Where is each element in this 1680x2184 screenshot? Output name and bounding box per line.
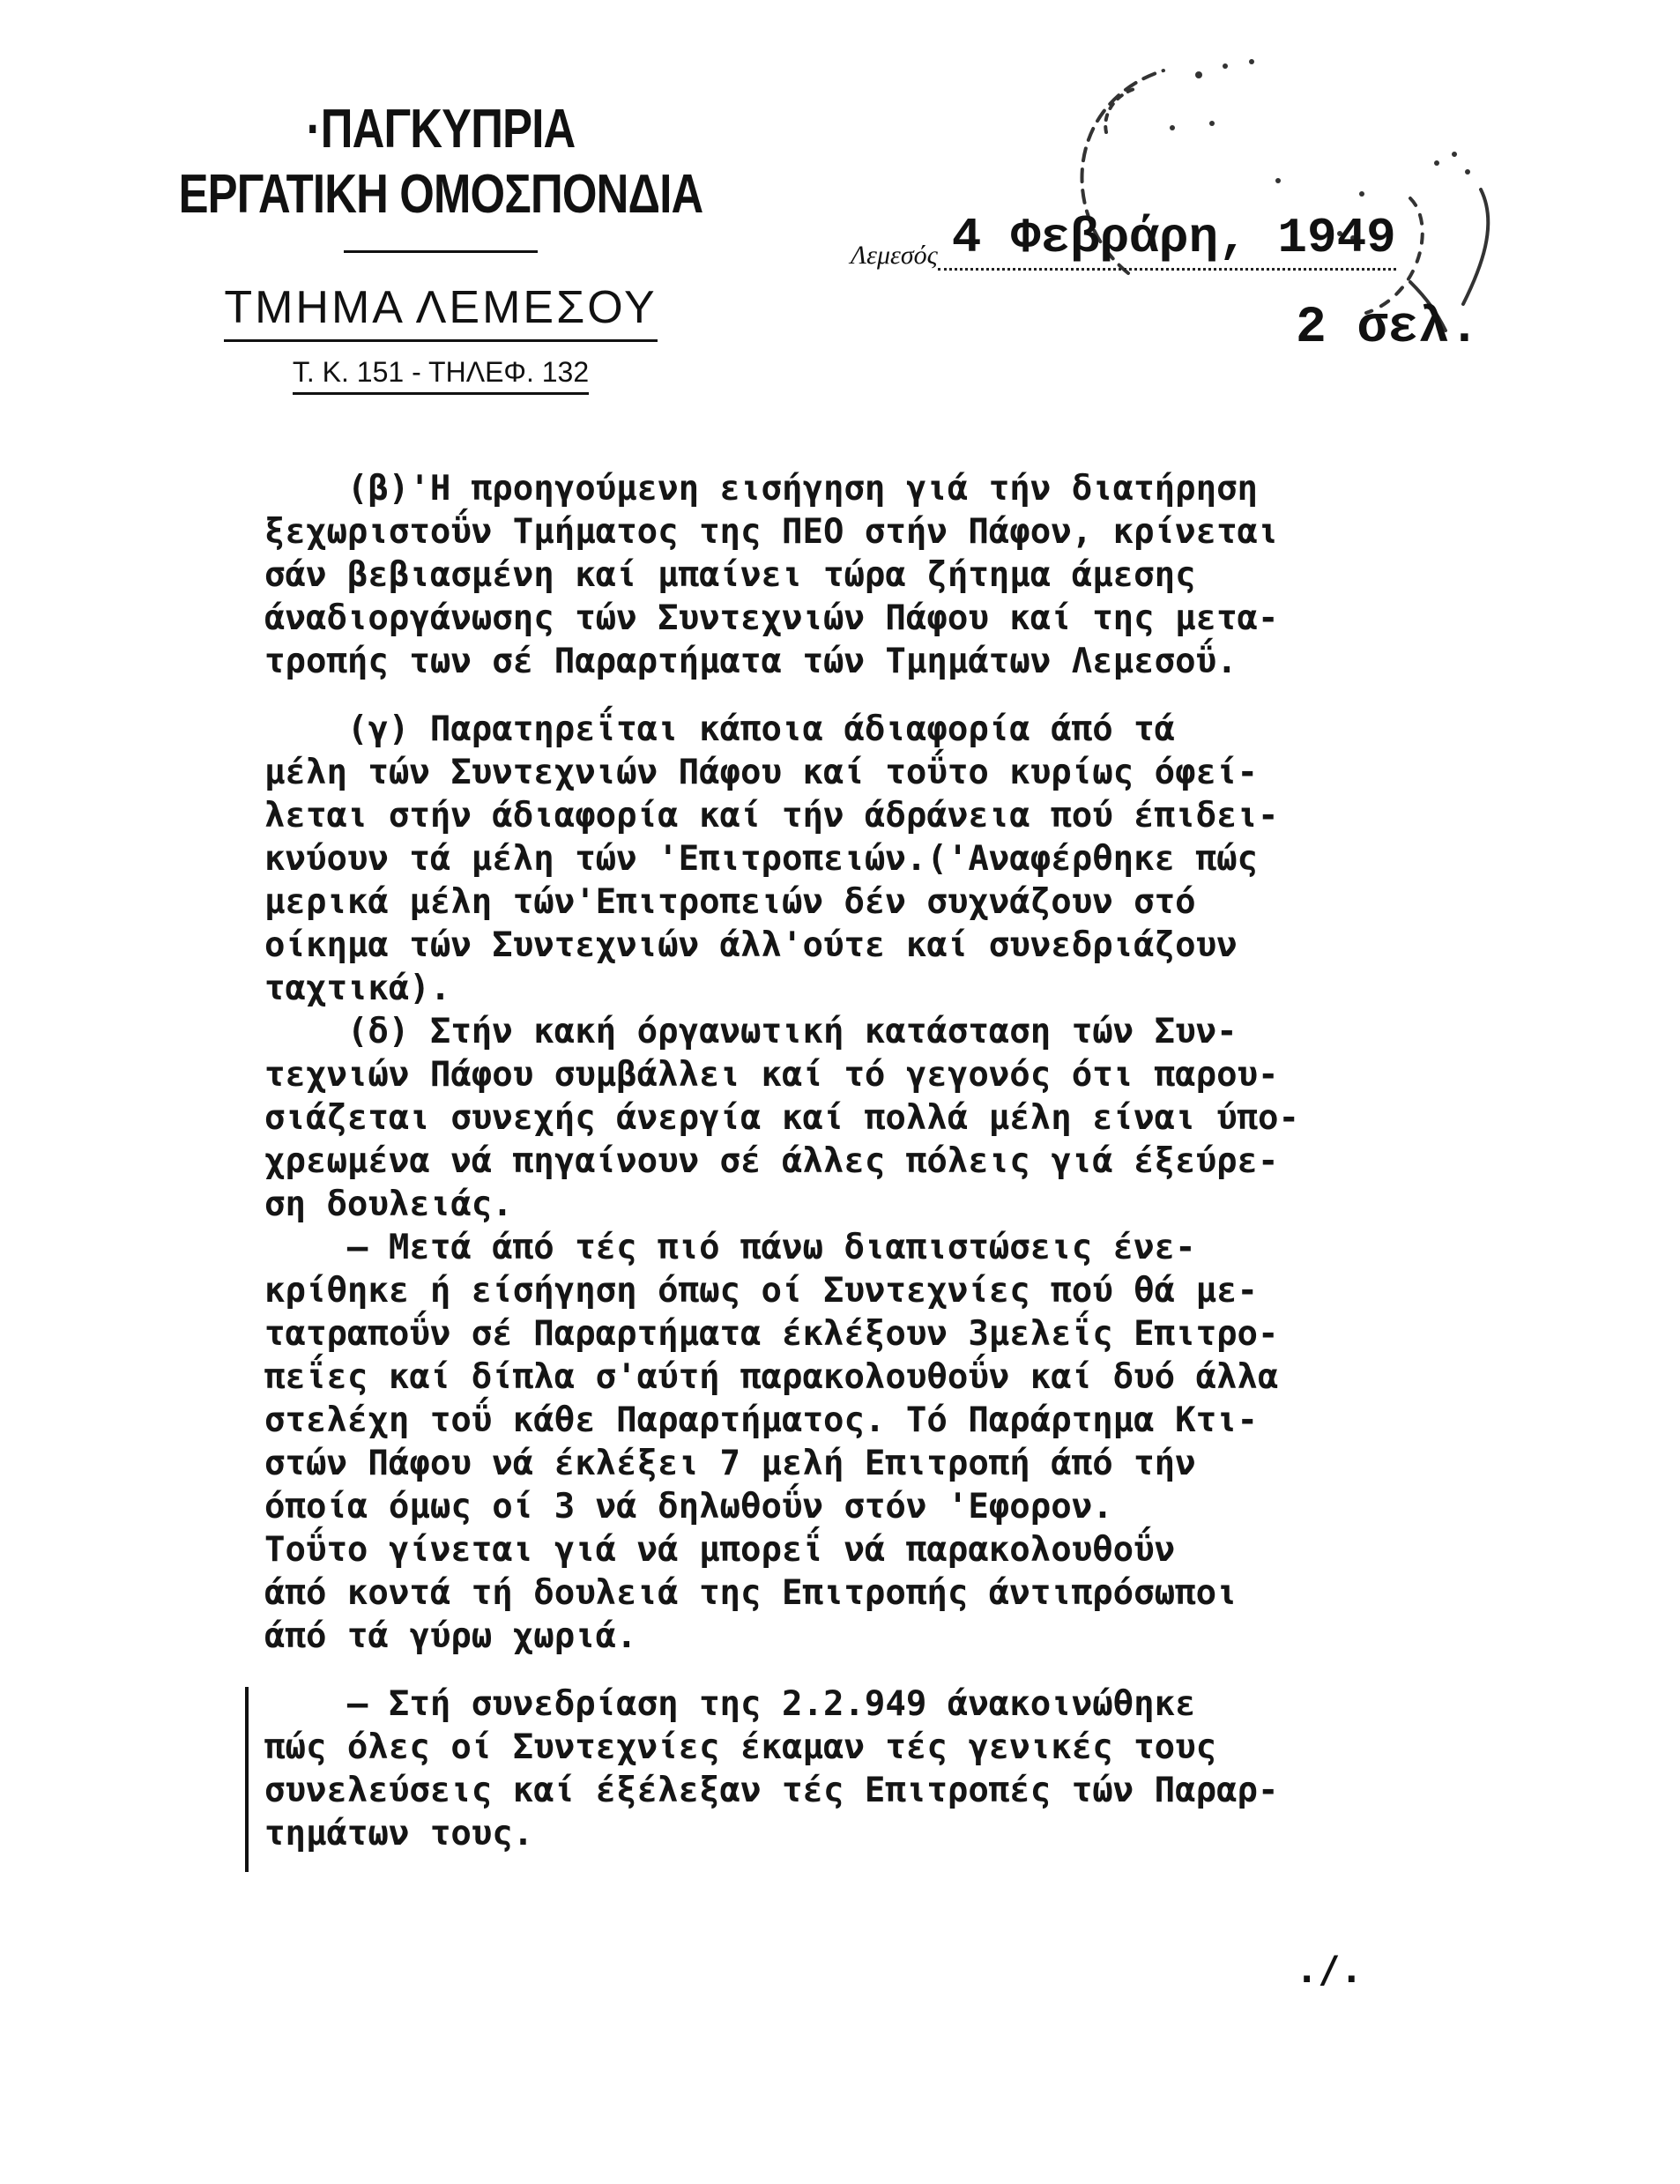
- text-line: (γ) Παρατηρεΐται κάποια άδιαφορία άπό τά: [264, 709, 1176, 749]
- text-line: μερικά μέλη τών'Επιτροπειών δέν συχνάζουν στό: [264, 882, 1196, 922]
- text-line: — Μετά άπό τές πιό πάνω διαπιστώσεις ένε-: [264, 1228, 1196, 1267]
- text-line: Τοΰτο γίνεται γιά νά μπορεΐ νά παρακολουθοΰν: [264, 1530, 1176, 1570]
- text-line: (δ) Στήν κακή όργανωτική κατάσταση τών Συν-: [264, 1012, 1238, 1051]
- text-line: σάν βεβιασμένη καί μπαίνει τώρα ζήτημα άμεσης: [264, 555, 1196, 595]
- paragraph-d: [264, 1010, 1587, 1226]
- page-count: 2 σελ.: [1296, 300, 1480, 357]
- paragraph-meeting: [264, 1683, 1587, 1855]
- text-line: στελέχη τοΰ κάθε Παραρτήματος. Τό Παράρτημα Κτι-: [264, 1400, 1259, 1440]
- paragraph-c: [264, 708, 1587, 1010]
- letter-date: 4 Φεβράρη, 1949: [938, 210, 1396, 271]
- text-line: ξεχωριστοΰν Τμήματος της ΠΕΟ στήν Πάφον, κρίνεται: [264, 512, 1279, 552]
- text-line: άπό κοντά τή δουλειά της Επιτροπής άντιπρόσωποι: [264, 1573, 1238, 1613]
- text-line: μέλη τών Συντεχνιών Πάφου καί τοΰτο κυρίως όφεί-: [264, 753, 1259, 792]
- letterhead-divider: [344, 250, 538, 253]
- paragraph-b: [264, 467, 1587, 683]
- text-line: κνύουν τά μέλη τών 'Επιτροπειών.('Αναφέρθηκε πώς: [264, 839, 1259, 879]
- text-line: σιάζεται συνεχής άνεργία καί πολλά μέλη είναι ύπο-: [264, 1098, 1299, 1138]
- text-line: όποία όμως οί 3 νά δηλωθοΰν στόν 'Εφορον.: [264, 1487, 1113, 1527]
- branch-name: ΤΜΗΜΑ ΛΕΜΕΣΟΥ: [224, 281, 657, 342]
- text-line: ταχτικά).: [264, 969, 451, 1008]
- paragraph-decision: [264, 1226, 1587, 1658]
- text-line: τατραποΰν σέ Παραρτήματα έκλέξουν 3μελεΐς Επιτρο-: [264, 1314, 1279, 1354]
- text-line: άναδιοργάνωσης τών Συντεχνιών Πάφου καί της μετα-: [264, 598, 1279, 638]
- organization-name-line2: ΕΡΓΑΤΙΚΗ ΟΜΟΣΠΟΝΔΙΑ: [178, 164, 703, 225]
- text-line: τροπής των σέ Παραρτήματα τών Τμημάτων Λεμεσοΰ.: [264, 642, 1238, 681]
- letter-body: [264, 467, 1587, 1880]
- text-line: συνελεύσεις καί έξέλεξαν τές Επιτροπές τών Παραρ-: [264, 1771, 1279, 1810]
- place-label: Λεμεσός: [851, 241, 938, 270]
- dateline: [851, 210, 1396, 271]
- text-line: χρεωμένα νά πηγαίνουν σέ άλλες πόλεις γιά έξεύρε-: [264, 1141, 1279, 1181]
- text-line: τεχνιών Πάφου συμβάλλει καί τό γεγονός ότι παρου-: [264, 1055, 1279, 1095]
- text-line: πώς όλες οί Συντεχνίες έκαμαν τές γενικές τους: [264, 1727, 1217, 1767]
- text-line: στών Πάφου νά έκλέξει 7 μελή Επιτροπή άπό τήν: [264, 1444, 1196, 1483]
- organization-name-line1: ·ΠΑΓΚΥΠΡΙΑ: [306, 99, 576, 160]
- text-line: άπό τά γύρω χωριά.: [264, 1616, 637, 1656]
- margin-mark: [245, 1687, 249, 1872]
- text-line: τημάτων τους.: [264, 1814, 534, 1853]
- text-line: οίκημα τών Συντεχνιών άλλ'ούτε καί συνεδριάζουν: [264, 925, 1238, 965]
- text-line: κρίθηκε ή είσήγηση όπως οί Συντεχνίες πού θά με-: [264, 1271, 1259, 1311]
- text-line: πεΐες καί δίπλα σ'αύτή παρακολουθοΰν καί δυό άλλα: [264, 1357, 1279, 1397]
- text-line: — Στή συνεδρίαση της 2.2.949 άνακοινώθηκε: [264, 1684, 1196, 1724]
- contact-details: Τ. Κ. 151 - ΤΗΛΕΦ. 132: [293, 356, 589, 395]
- text-line: ση δουλειάς.: [264, 1185, 513, 1224]
- letterhead: [88, 97, 793, 395]
- text-line: λεται στήν άδιαφορία καί τήν άδράνεια πού έπιδει-: [264, 796, 1279, 836]
- text-line: (β)'Η προηγούμενη εισήγηση γιά τήν διατήρηση: [264, 469, 1259, 509]
- continuation-mark: ./.: [1296, 1948, 1363, 1991]
- circular-stamp-mark: [1022, 48, 1525, 339]
